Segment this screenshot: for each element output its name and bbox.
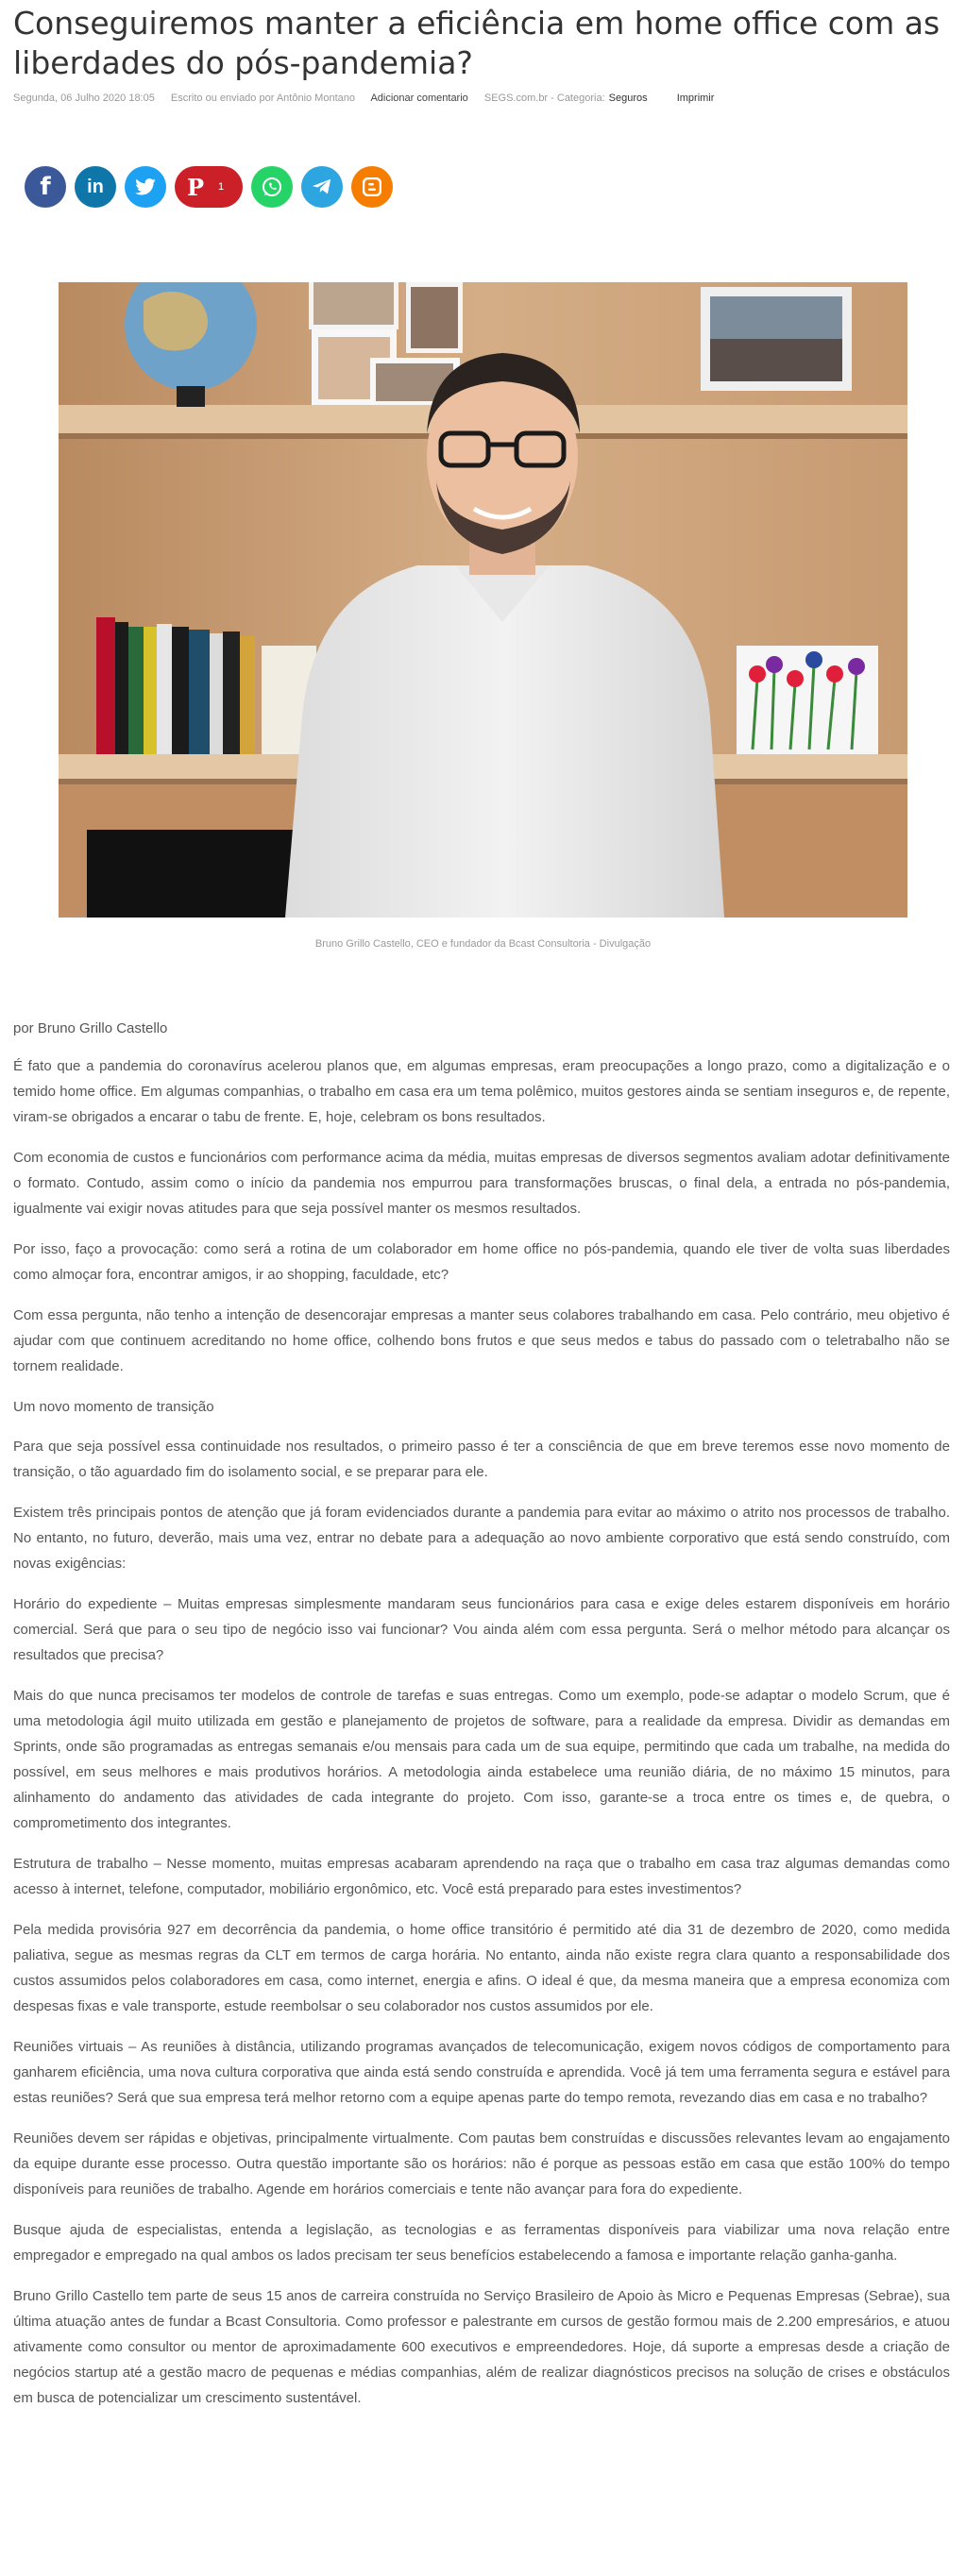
article-paragraph: Existem três principais pontos de atenção que já foram evidenciados durante a pandemia para evitar ao máximo o atrito nos processos de trabalho. No entanto, no futuro, deverão, mais uma vez, entrar no debate para a adequação ao novo ambiente corporativo que está sendo construído, com novas exigências: xyxy=(13,1505,950,1572)
article-subheading: Um novo momento de transição xyxy=(13,1399,214,1415)
pinterest-share-button[interactable] xyxy=(175,166,243,208)
article-paragraph: Estrutura de trabalho – Nesse momento, muitas empresas acabaram aprendendo na raça que o trabalho em casa traz algumas demandas como acesso à internet, telefone, computador, mobiliário ergonômico, etc. Você está preparado para estes investimentos? xyxy=(13,1856,950,1897)
whatsapp-share-button[interactable] xyxy=(251,166,293,208)
share-bar xyxy=(25,166,401,208)
article-paragraph: Para que seja possível essa continuidade nos resultados, o primeiro passo é ter a consciência de que em breve teremos esse novo momento de transição, o tão aguardado fim do isolamento social, e se preparar para ele. xyxy=(13,1439,950,1480)
article-paragraph: Bruno Grillo Castello tem parte de seus 15 anos de carreira construída no Serviço Brasileiro de Apoio às Micro e Pequenas Empresas (Sebrae), sua última atuação antes de fundar a Bcast Consultoria. Como professor e palestrante em cursos de gestão formou mais de 2.200 empresários, e atuou ativamente como consultor ou mentor de aproximadamente 600 executivos e empreendedores. Hoje, dá suporte a empresas desde a criação de negócios startup até a gestão macro de pequenas e médias companhias, além de realizar diagnósticos precisos na solução de crises e obstáculos em busca de potencializar um crescimento sustentável. xyxy=(13,2288,950,2406)
telegram-share-button[interactable] xyxy=(301,166,343,208)
article-paragraph: Mais do que nunca precisamos ter modelos de controle de tarefas e suas entregas. Como um exemplo, pode-se adaptar o modelo Scrum, que é uma metodologia ágil muito utilizada em gestão e planejamento de projetos de software, para a realidade da empresa. Dividir as demandas em Sprints, onde são programadas as entregas semanais e/ou mensais para cada um de sua equipe, permitindo que cada um trabalhe, na medida do possível, em seus melhores e mais produtivos horários. A metodologia ainda estabelece uma reunião diária, de no máximo 15 minutos, para alinhamento do andamento das atividades de cada integrante do projeto. Com isso, garante-se a troca entre os times e, de quebra, o comprometimento dos integrantes. xyxy=(13,1688,950,1831)
article-paragraph: Busque ajuda de especialistas, entenda a legislação, as tecnologias e as ferramentas disponíveis para viabilizar uma nova relação entre empregador e empregado na qual ambos os lados precisam ter seus benefícios estabelecendo a famosa e importante relação ganha-ganha. xyxy=(13,2222,950,2264)
linkedin-icon: in xyxy=(87,176,104,197)
article-meta xyxy=(13,93,958,104)
linkedin-share-button[interactable] xyxy=(75,166,116,208)
add-comment-link[interactable]: Adicionar comentario xyxy=(370,93,468,104)
whatsapp-icon xyxy=(261,176,283,198)
telegram-icon xyxy=(312,177,332,196)
blogger-share-button[interactable] xyxy=(351,166,393,208)
pinterest-count: 1 xyxy=(218,181,225,193)
article-body xyxy=(13,1016,950,2426)
article-byline: por Bruno Grillo Castello xyxy=(13,1020,168,1036)
twitter-share-button[interactable] xyxy=(125,166,166,208)
twitter-icon xyxy=(135,178,156,195)
photo-caption: Bruno Grillo Castello, CEO e fundador da Bcast Consultoria - Divulgação xyxy=(314,938,652,950)
category-prefix: SEGS.com.br - Categoria: xyxy=(483,93,605,104)
category-link[interactable]: Seguros xyxy=(608,93,648,104)
article-author: Escrito ou enviado por Antônio Montano xyxy=(170,93,355,104)
article-title: Conseguiremos manter a eficiência em home office com as liberdades do pós-pandemia? xyxy=(13,5,941,81)
article-date: Segunda, 06 Julho 2020 18:05 xyxy=(13,93,155,104)
article-paragraph: Pela medida provisória 927 em decorrência da pandemia, o home office transitório é permitido até dia 31 de dezembro de 2020, como medida paliativa, segue as mesmas regras da CLT em termos de carga horária. No entanto, ainda não existe regra clara quanto a responsabilidade dos custos assumidos pelos colaboradores em casa, como internet, energia e afins. O ideal é que, da mesma maneira que a empresa economiza com despesas fixas e vale transporte, estude reembolsar o seu colaborador nos custos assumidos por ele. xyxy=(13,1922,950,2014)
article-paragraph: Por isso, faço a provocação: como será a rotina de um colaborador em home office no pós-pandemia, quando ele tiver de volta suas liberdades como almoçar fora, encontrar amigos, ir ao shopping, faculdade, etc? xyxy=(13,1241,950,1283)
article-photo xyxy=(59,282,907,918)
facebook-share-button[interactable] xyxy=(25,166,66,208)
blogger-icon xyxy=(363,177,381,196)
article-paragraph: Horário do expediente – Muitas empresas simplesmente mandaram seus funcionários para casa e exige deles estarem disponíveis em horário comercial. Será que para o seu tipo de negócio isso vai funcionar? Vou ainda além com essa pergunta. Será o melhor método para alcançar os resultados que precisa? xyxy=(13,1596,950,1663)
facebook-icon: f xyxy=(40,173,51,201)
article-paragraph: Com economia de custos e funcionários com performance acima da média, muitas empresas de diversos segmentos avaliam adotar definitivamente o formato. Contudo, assim como o início da pandemia nos empurrou para transformações bruscas, o final dela, a entrada no pós-pandemia, igualmente vai exigir novas atitudes para que seja possível manter os mesmos resultados. xyxy=(13,1150,950,1217)
pinterest-icon: P xyxy=(186,173,205,201)
article-paragraph: Com essa pergunta, não tenho a intenção de desencorajar empresas a manter seus colabores trabalhando em casa. Pelo contrário, meu objetivo é ajudar com que continuem acreditando no home office, colhendo bons frutos e que seus medos e tabus do passado com o teletrabalho não se tornem realidade. xyxy=(13,1307,950,1374)
article-paragraph: É fato que a pandemia do coronavírus acelerou planos que, em algumas empresas, eram preocupações a longo prazo, como a digitalização e o temido home office. Em algumas companhias, o trabalho em casa era um tema polêmico, muitos gestores ainda se sentiam inseguros e, de repente, viram-se obrigados a encarar o tabu de frente. E, hoje, celebram os bons resultados. xyxy=(13,1058,950,1125)
article-paragraph: Reuniões virtuais – As reuniões à distância, utilizando programas avançados de telecomunicação, exigem novos códigos de comportamento para ganharem eficiência, uma nova cultura corporativa que ainda está sendo construída e aprendida. Você já tem uma ferramenta segura e estável para estas reuniões? Será que sua empresa terá melhor retorno com a equipe apenas parte do tempo remota, revezando dias em casa e no trabalho? xyxy=(13,2039,950,2106)
article-paragraph: Reuniões devem ser rápidas e objetivas, principalmente virtualmente. Com pautas bem construídas e discussões relevantes levam ao engajamento da equipe durante esse processo. Outra questão importante são os horários: não é porque as pessoas estão em casa que estão 100% do tempo disponíveis para reuniões de trabalho. Agende em horários comerciais e tente não avançar para fora do expediente. xyxy=(13,2130,950,2197)
print-link[interactable]: Imprimir xyxy=(676,93,715,104)
